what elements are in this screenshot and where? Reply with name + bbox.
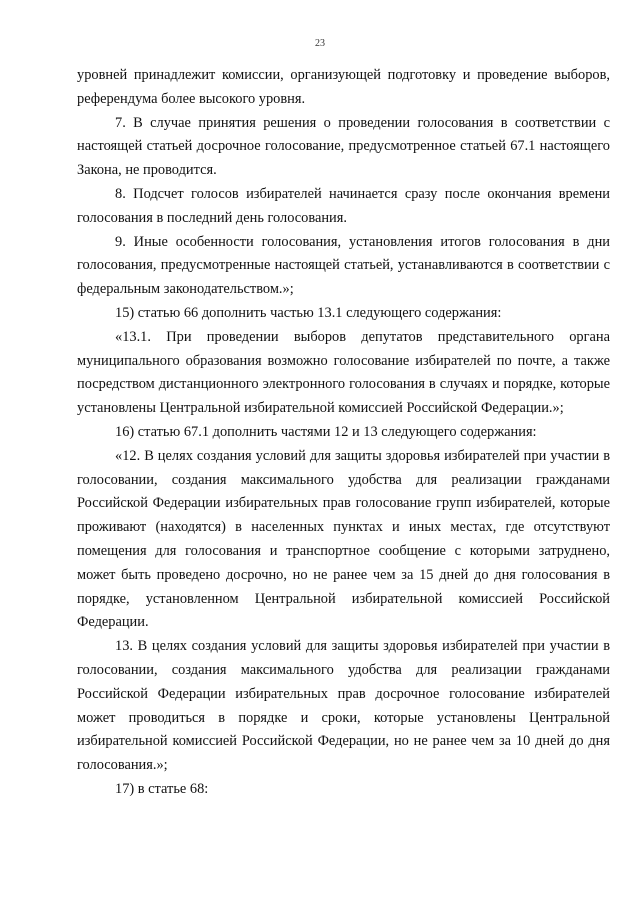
paragraph-amendment-16: 16) статью 67.1 дополнить частями 12 и 13 следующего содержания: (115, 423, 537, 440)
paragraph-item-9: 9. Иные особенности голосования, установления итогов голосования в дни голосования, предусмотренные настоящей статьей, устанавливаются в соответствии с федеральным законодательством.»; (77, 233, 610, 298)
paragraph-amendment-15: 15) статью 66 дополнить частью 13.1 следующего содержания: (115, 304, 502, 321)
paragraph-part-12: «12. В целях создания условий для защиты здоровья избирателей при участии в голосовании, создания максимального удобства для реализации гражданами Российской Федерации избирательных прав голосование групп избирателей, которые проживают (находятся) в населенных пунктах и иных местах, где отсутствуют помещения для голосования и транспортное сообщение с которыми затруднено, может быть проведено досрочно, но не ранее чем за 15 дней до дня голосования в порядке, установленном Центральной избирательной комиссией Российской Федерации. (77, 447, 610, 631)
paragraph-part-13-1: «13.1. При проведении выборов депутатов представительного органа муниципального образования возможно голосование избирателей по почте, а также посредством дистанционного электронного голосования в случаях и порядке, которые установлены Центральной избирательной комиссией Российской Федерации.»; (77, 328, 610, 417)
paragraph-item-8: 8. Подсчет голосов избирателей начинается сразу после окончания времени голосования в последний день голосования. (77, 185, 610, 226)
page-number: 23 (315, 38, 325, 49)
paragraph-continuation: уровней принадлежит комиссии, организующей подготовку и проведение выборов, референдума более высокого уровня. (77, 67, 610, 107)
paragraph-item-7: 7. В случае принятия решения о проведении голосования в соответствии с настоящей статьей досрочное голосование, предусмотренное статьей 67.1 настоящего Закона, не проводится. (77, 114, 610, 179)
paragraph-amendment-17: 17) в статье 68: (115, 780, 209, 797)
paragraph-part-13: 13. В целях создания условий для защиты здоровья избирателей при участии в голосовании, создания максимального удобства для реализации гражданами Российской Федерации избирательных прав досрочное голосование избирателей может проводиться в порядке и сроки, которые установлены Центральной избирательной комиссией Российской Федерации, но не ранее чем за 10 дней до дня голосования.»; (77, 638, 610, 774)
document-body (77, 64, 610, 802)
